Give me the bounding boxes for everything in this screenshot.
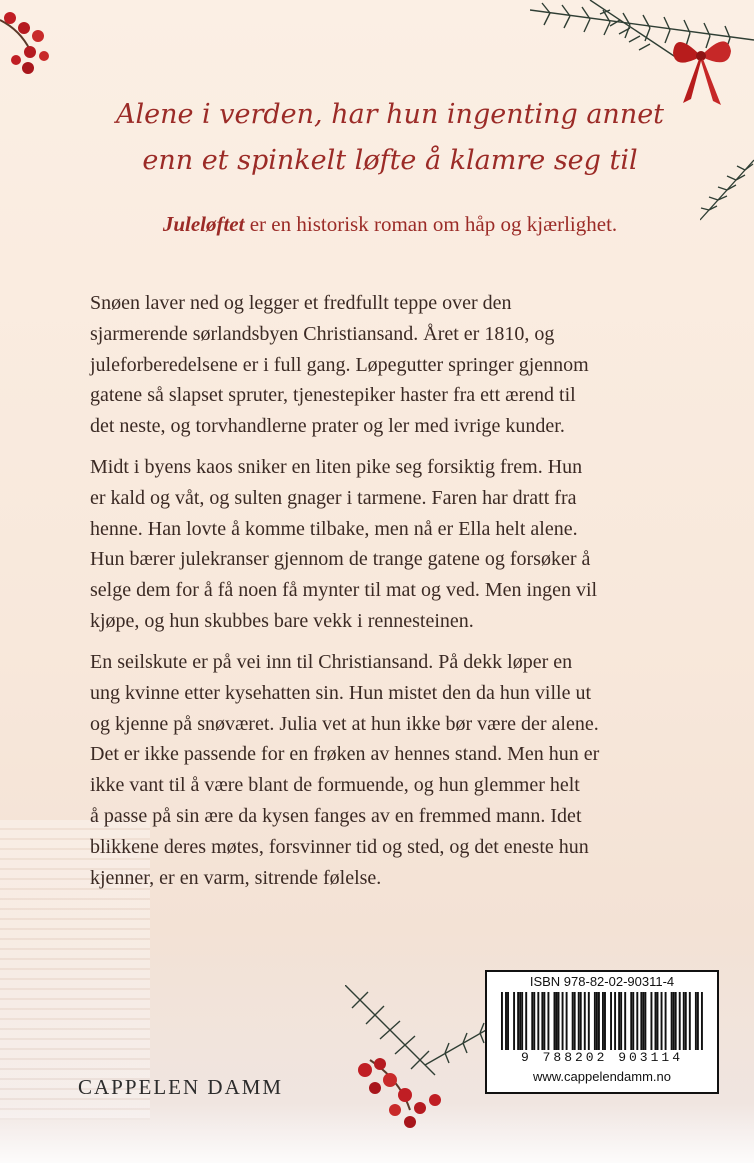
paragraph-line: Midt i byens kaos sniker en liten pike seg forsiktig frem. Hun [90,456,583,478]
blurb-paragraph-3 [90,647,690,893]
paragraph-line: Det er ikke passende for en frøken av hennes stand. Men hun er [90,743,600,766]
book-title: Juleløftet [162,212,245,236]
blurb-paragraph-2 [90,452,690,637]
paragraph-line: Snøen laver ned og legger et fredfullt teppe over den [90,292,512,314]
paragraph-line: sjarmerende sørlandsbyen Christiansand. Året er 1810, og [90,322,555,345]
tagline-line-2: enn et spinkelt løfte å klamre seg til [142,145,638,176]
paragraph-line: selge dem for å få noen få mynter til mat og ved. Men ingen vil [90,579,598,602]
paragraph-line: og kjenne på snøværet. Julia vet at hun ikke bør være der alene. [90,712,599,735]
cover-subtitle [105,212,675,237]
paragraph-line: En seilskute er på vei inn til Christiansand. På dekk løper en [90,651,573,673]
barcode-digits: 9 788202 903114 [520,1050,684,1065]
publisher-logo: CAPPELEN DAMM [78,1075,284,1099]
paragraph-line: ikke vant til å være blant de formuende, og hun glemmer helt [90,774,580,797]
paragraph-line: kjenner, er en varm, sitrende følelse. [90,866,382,889]
paragraph-line: blikkene deres møtes, forsvinner tid og sted, og det eneste hun [90,835,589,858]
red-berries-icon [0,0,60,85]
tagline-line-1: Alene i verden, har hun ingenting annet [115,99,665,130]
paragraph-line: ung kvinne etter kysehatten sin. Hun mistet den da hun ville ut [90,681,592,704]
pine-branch-icon [700,150,754,240]
blurb-paragraph-1 [90,288,690,442]
subtitle-text: er en historisk roman om håp og kjærlighet. [244,212,618,236]
cover-tagline [100,92,680,184]
barcode-icon [501,992,703,1050]
paragraph-line: er kald og våt, og sulten gnager i tarmene. Faren har dratt fra [90,486,577,509]
paragraph-line: det neste, og torvhandlerne prater og ler med ivrige kunder. [90,415,565,438]
paragraph-line: kjøpe, og hun skubbes bare vekk i rennesteinen. [90,609,474,632]
isbn-barcode [485,970,719,1094]
red-berries-icon [350,1050,460,1135]
paragraph-line: gatene så slapset spruter, tjenestepiker haster fra ett ærend til [90,384,576,407]
paragraph-line: juleforberedelsene er i full gang. Løpegutter springer gjennom [90,353,589,376]
paragraph-line: henne. Han lovte å komme tilbake, men nå er Ella helt alene. [90,517,578,540]
paragraph-line: Hun bærer julekranser gjennom de trange gatene og forsøker å [90,548,591,571]
publisher-website: www.cappelendamm.no [532,1069,672,1084]
paragraph-line: å passe på sin ære da kysen fanges av en fremmed mann. Idet [90,804,582,827]
isbn-number: ISBN 978-82-02-90311-4 [529,974,675,989]
